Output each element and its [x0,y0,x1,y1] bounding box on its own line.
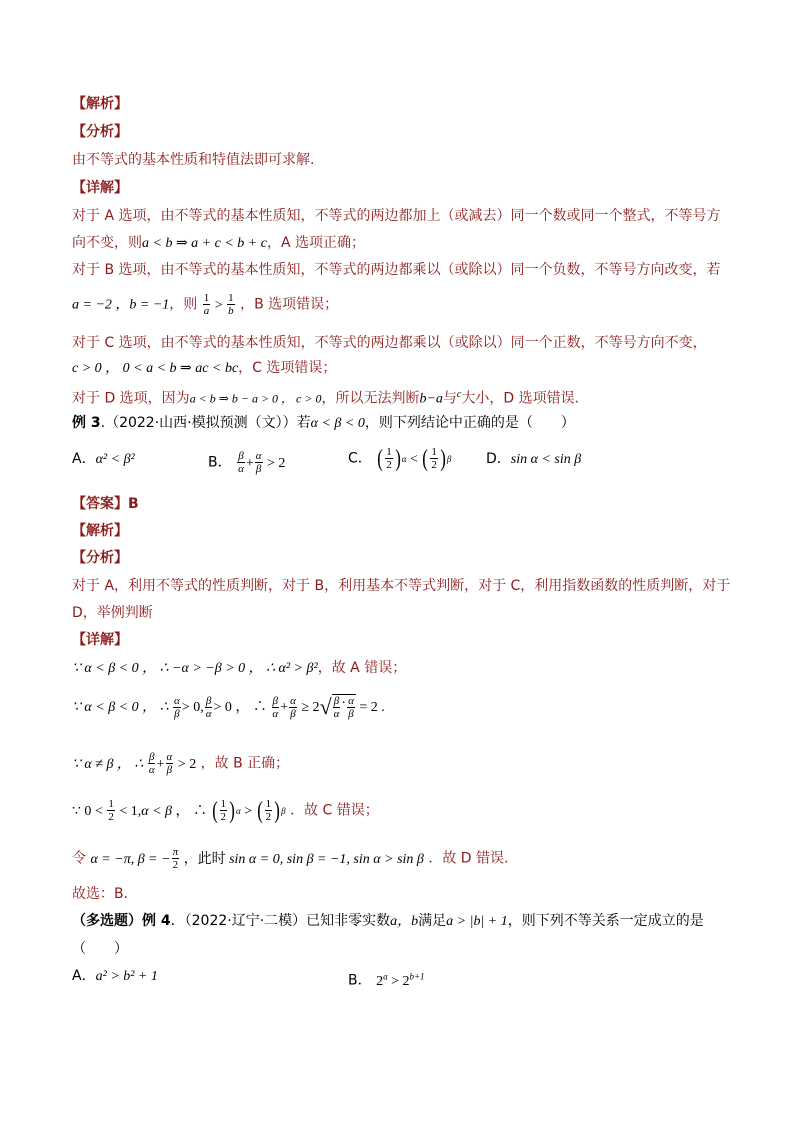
math-vars: a，b [390,914,419,929]
text-segment: ．（2022·辽宁·二模）已知非零实数 [170,913,391,929]
option-label: D． [486,451,511,467]
option-label: A． [72,968,96,984]
option-label: B． [208,454,232,471]
section-fenxi-2: 【分析】 [72,550,128,566]
section-xiangjie: 【详解】 [72,180,128,196]
math-derivation: ∵ α < β < 0 ， ∴ −α > −β > 0 ， ∴ α² > β² [72,661,318,676]
analysis-text-2-line1: 对于 A，利用不等式的性质判断，对于 B，利用基本不等式判断，对于 C，利用指数函数的性质判断，对于 [72,578,731,594]
analysis-text-2-line2: D，举例判断 [72,605,153,621]
section-jiexi-2: 【解析】 [72,523,128,539]
math-values: a = −2 ，b = −1 [72,297,170,313]
option-math: a² > b² + 1 [95,969,158,984]
option-math: sin α < sin β [510,452,582,467]
math-inequality: a < b ⇒ b − a > 0 ， c > 0 [189,391,322,406]
option-math: $2^a > 2^{b+1}$ [376,971,425,989]
math-condition: α < β < 0 [310,416,365,431]
detail-c-line1: 对于 C 选项，由不等式的基本性质知，不等式的两边都乘以（或除以）同一个正数，不等号方向不变， [72,335,707,351]
example-label: 例 3 [72,415,101,431]
detail-d-line [72,386,579,409]
section-jiexi: 【解析】 [72,96,128,112]
detail-c-line2 [72,359,336,378]
detail-a-line2 [72,234,365,253]
text-segment: 大小，D 选项错误. [461,390,580,407]
option-label: A． [72,451,96,467]
option-math: ( $\frac{1}{2}$ ) α < ( $\frac{1}{2}$ ) β [377,445,452,472]
option-b-2 [348,967,425,991]
text-segment: ，故 B 正确； [200,755,290,772]
detail-line-a [72,659,406,678]
option-a [72,450,135,469]
example-4-blank: （ ） [72,941,128,957]
text-segment: ，B 选项错误； [240,296,339,313]
math-condition: a > |b| + 1 [446,914,508,929]
option-a-2 [72,967,158,986]
text-segment: ，C 选项错误； [238,360,337,376]
section-xiangjie-2: 【详解】 [72,632,128,648]
option-b [208,450,285,475]
text-segment: ，则 [169,296,198,313]
math-derivation: ∵ α ≠ β ， ∴ $\frac{\beta}{\alpha}$ + $\frac{\alpha}{\beta}$ > 2 [72,751,197,776]
text-segment: 向不变，则 [72,235,142,251]
text-segment: ，则下列结论中正确的是（ ） [364,415,575,431]
analysis-text: 由不等式的基本性质和特值法即可求解. [72,152,315,168]
option-d [486,450,581,469]
example-3-question [72,414,575,433]
detail-b-line1: 对于 B 选项，由不等式的基本性质知，不等式的两边都乘以（或除以）同一个负数，不等号方向改变，若 [72,262,721,278]
text-segment: 对于 D 选项，因为 [72,390,190,407]
example-label: （多选题）例 4 [72,913,171,929]
text-segment: ．故 C 错误； [290,802,379,819]
text-segment: 令 [72,850,86,867]
option-math: α² < β² [95,452,135,467]
text-segment: ，A 选项正确； [266,235,365,251]
text-segment: 满足 [418,913,447,929]
option-label: C． [348,450,372,467]
option-label: B． [348,972,372,989]
math-expr: b−a [419,391,443,407]
math-var: c [456,389,462,400]
math-derivation: ∵ 0 < $\frac{1}{2}$ < 1,α < β ， ∴ ( $\frac{1}{2}$ ) α > ( $\frac{1}{2}$ ) β [72,797,286,824]
math-inequality: a < b ⇒ a + c < b + c [142,236,267,251]
example-4-question [72,912,704,931]
text-segment: ．故 D 错误. [428,850,509,867]
detail-line-d [72,846,508,871]
text-segment: ，故 A 错误； [317,660,407,676]
detail-b-line2 [72,292,338,317]
conclusion: 故选：B． [72,886,138,902]
option-math: $\frac{\beta}{\alpha}$ + $\frac{\alpha}{\beta}$ > 2 [238,450,286,475]
detail-line-c [72,798,379,823]
detail-line-b1 [72,694,385,720]
math-derivation: α = −π, β = − $\frac{\pi}{2}$ ，此时 sin α = 0, sin β = −1, sin α > sin β [90,846,424,871]
answer: 【答案】B [72,496,139,512]
math-frac-compare: $\frac{1}{a}$ > $\frac{1}{b}$ [203,292,234,317]
text-segment: ，所以无法判断 [321,390,420,407]
math-derivation: ∵ α < β < 0 ， ∴ $\frac{\alpha}{\beta}$ > 0, $\frac{\beta}{\alpha}$ > 0 ， ∴ $\frac{\beta}{\alpha}$ + $\frac{\alpha}{\beta}$ ≥ 2 √ $\frac{\beta}{\alpha}$ · $\frac{\alpha}{\beta}$ = 2 . [72,694,385,720]
detail-a-line1: 对于 A 选项，由不等式的基本性质知，不等式的两边都加上（或减去）同一个数或同一个整式，不等号方 [72,208,721,224]
text-segment: ，则下列不等关系一定成立的是 [507,913,704,929]
option-c [348,446,451,471]
section-fenxi: 【分析】 [72,124,128,140]
text-segment: .（2022·山西·模拟预测（文））若 [100,415,311,431]
text-segment: 与 [442,390,457,407]
detail-line-b2 [72,751,289,776]
math-inequality: c > 0 ， 0 < a < b ⇒ ac < bc [72,361,239,376]
